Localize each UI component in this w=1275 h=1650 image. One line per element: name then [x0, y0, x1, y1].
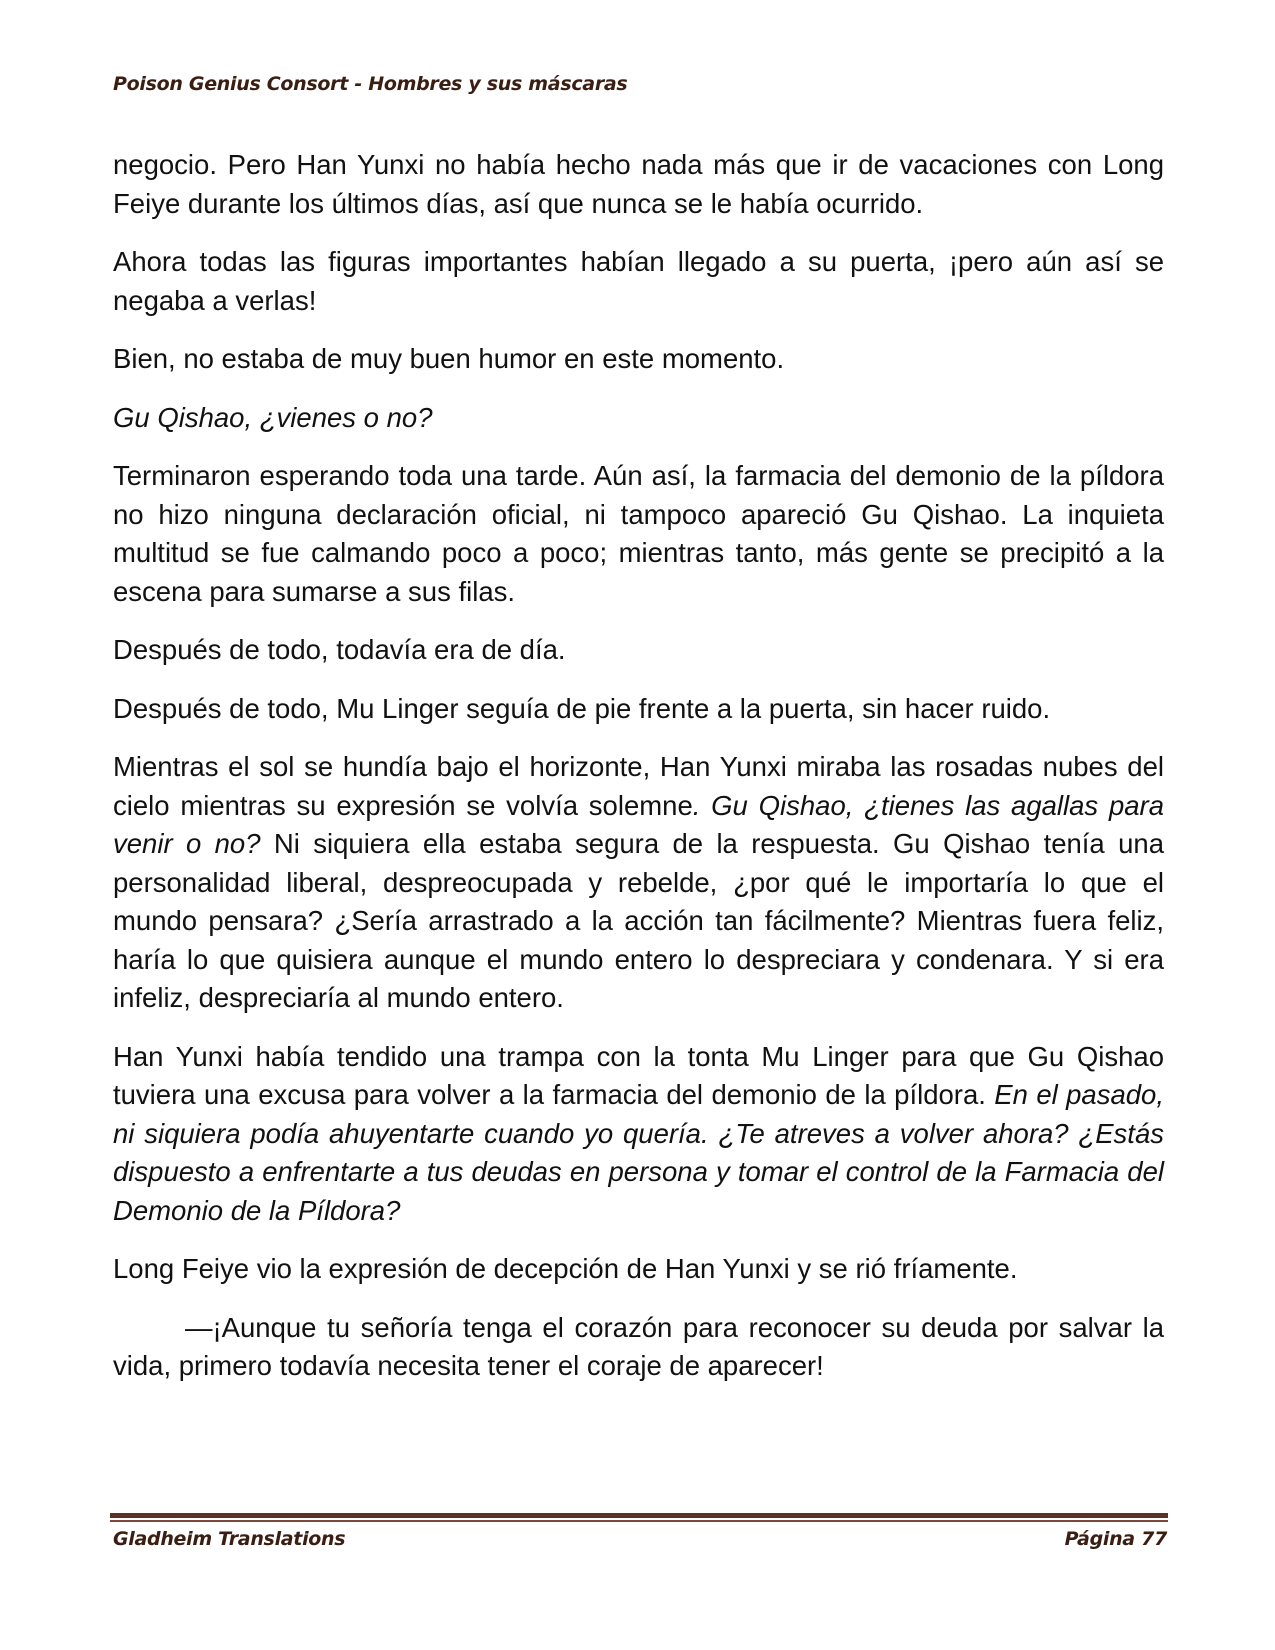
paragraph [113, 631, 1164, 670]
text-run: Después de todo, Mu Linger seguía de pie frente a la puerta, sin hacer ruido. [113, 692, 1051, 724]
footer-divider [110, 1513, 1168, 1522]
footer-divider-thin [110, 1520, 1168, 1522]
paragraph [113, 457, 1164, 611]
paragraph [113, 1038, 1164, 1231]
italic-text-run: . Gu Qishao, ¿tienes las agallas para venir o no? [113, 789, 1164, 859]
text-run: Han Yunxi había tendido una trampa con la tonta Mu Linger para que Gu Qishao tuviera una excusa para volver a la farmacia del demonio de la píldora. [113, 1040, 1164, 1110]
paragraph [113, 748, 1164, 1018]
italic-text-run: Gu Qishao, ¿vienes o no? [113, 401, 433, 433]
paragraph [113, 1250, 1164, 1289]
text-run: Terminaron esperando toda una tarde. Aún así, la farmacia del demonio de la píldora no hizo ninguna declaración oficial, ni tampoco apareció Gu Qishao. La inquieta multitud se fue calmando poco a poco; mientras tanto, más gente se precipitó a la escena para sumarse a sus filas. [113, 460, 1164, 607]
italic-text-run: En el pasado, ni siquiera podía ahuyentarte cuando yo quería. ¿Te atreves a volver ahora? ¿Estás dispuesto a enfrentarte a tus deudas en persona y tomar el control de la Farmacia del Demonio de la Píldora? [113, 1079, 1164, 1226]
body-text [113, 146, 1164, 1406]
text-run: Después de todo, todavía era de día. [113, 634, 566, 665]
running-header: Poison Genius Consort - Hombres y sus máscaras [113, 73, 628, 95]
paragraph [113, 146, 1164, 223]
paragraph [113, 399, 1164, 438]
text-run: —¡Aunque tu señoría tenga el corazón para reconocer su deuda por salvar la vida, primero todavía necesita tener el coraje de aparecer! [113, 1311, 1164, 1381]
paragraph [113, 340, 1164, 379]
paragraph [113, 243, 1164, 320]
footer-divider-thick [110, 1513, 1168, 1518]
page-number: Página 77 [1064, 1528, 1167, 1550]
text-run: Ni siquiera ella estaba segura de la respuesta. Gu Qishao tenía una personalidad liberal, despreocupada y rebelde, ¿por qué le importaría lo que el mundo pensara? ¿Sería arrastrado a la acción tan fácilmente? Mientras fuera feliz, haría lo que quisiera aunque el mundo entero lo despreciara y condenara. Y si era infeliz, despreciaría al mundo entero. [113, 828, 1164, 1013]
text-run: Mientras el sol se hundía bajo el horizonte, Han Yunxi miraba las rosadas nubes del cielo mientras su expresión se volvía solemne [113, 751, 1164, 821]
text-run: Ahora todas las figuras importantes habían llegado a su puerta, ¡pero aún así se negaba a verlas! [113, 246, 1164, 316]
text-run: Bien, no estaba de muy buen humor en este momento. [113, 343, 785, 374]
text-run: Long Feiye vio la expresión de decepción de Han Yunxi y se rió fríamente. [113, 1253, 1018, 1284]
paragraph [113, 1309, 1164, 1386]
paragraph [113, 690, 1164, 729]
footer-publisher: Gladheim Translations [113, 1528, 346, 1550]
text-run: negocio. Pero Han Yunxi no había hecho nada más que ir de vacaciones con Long Feiye durante los últimos días, así que nunca se le había ocurrido. [113, 149, 1164, 219]
